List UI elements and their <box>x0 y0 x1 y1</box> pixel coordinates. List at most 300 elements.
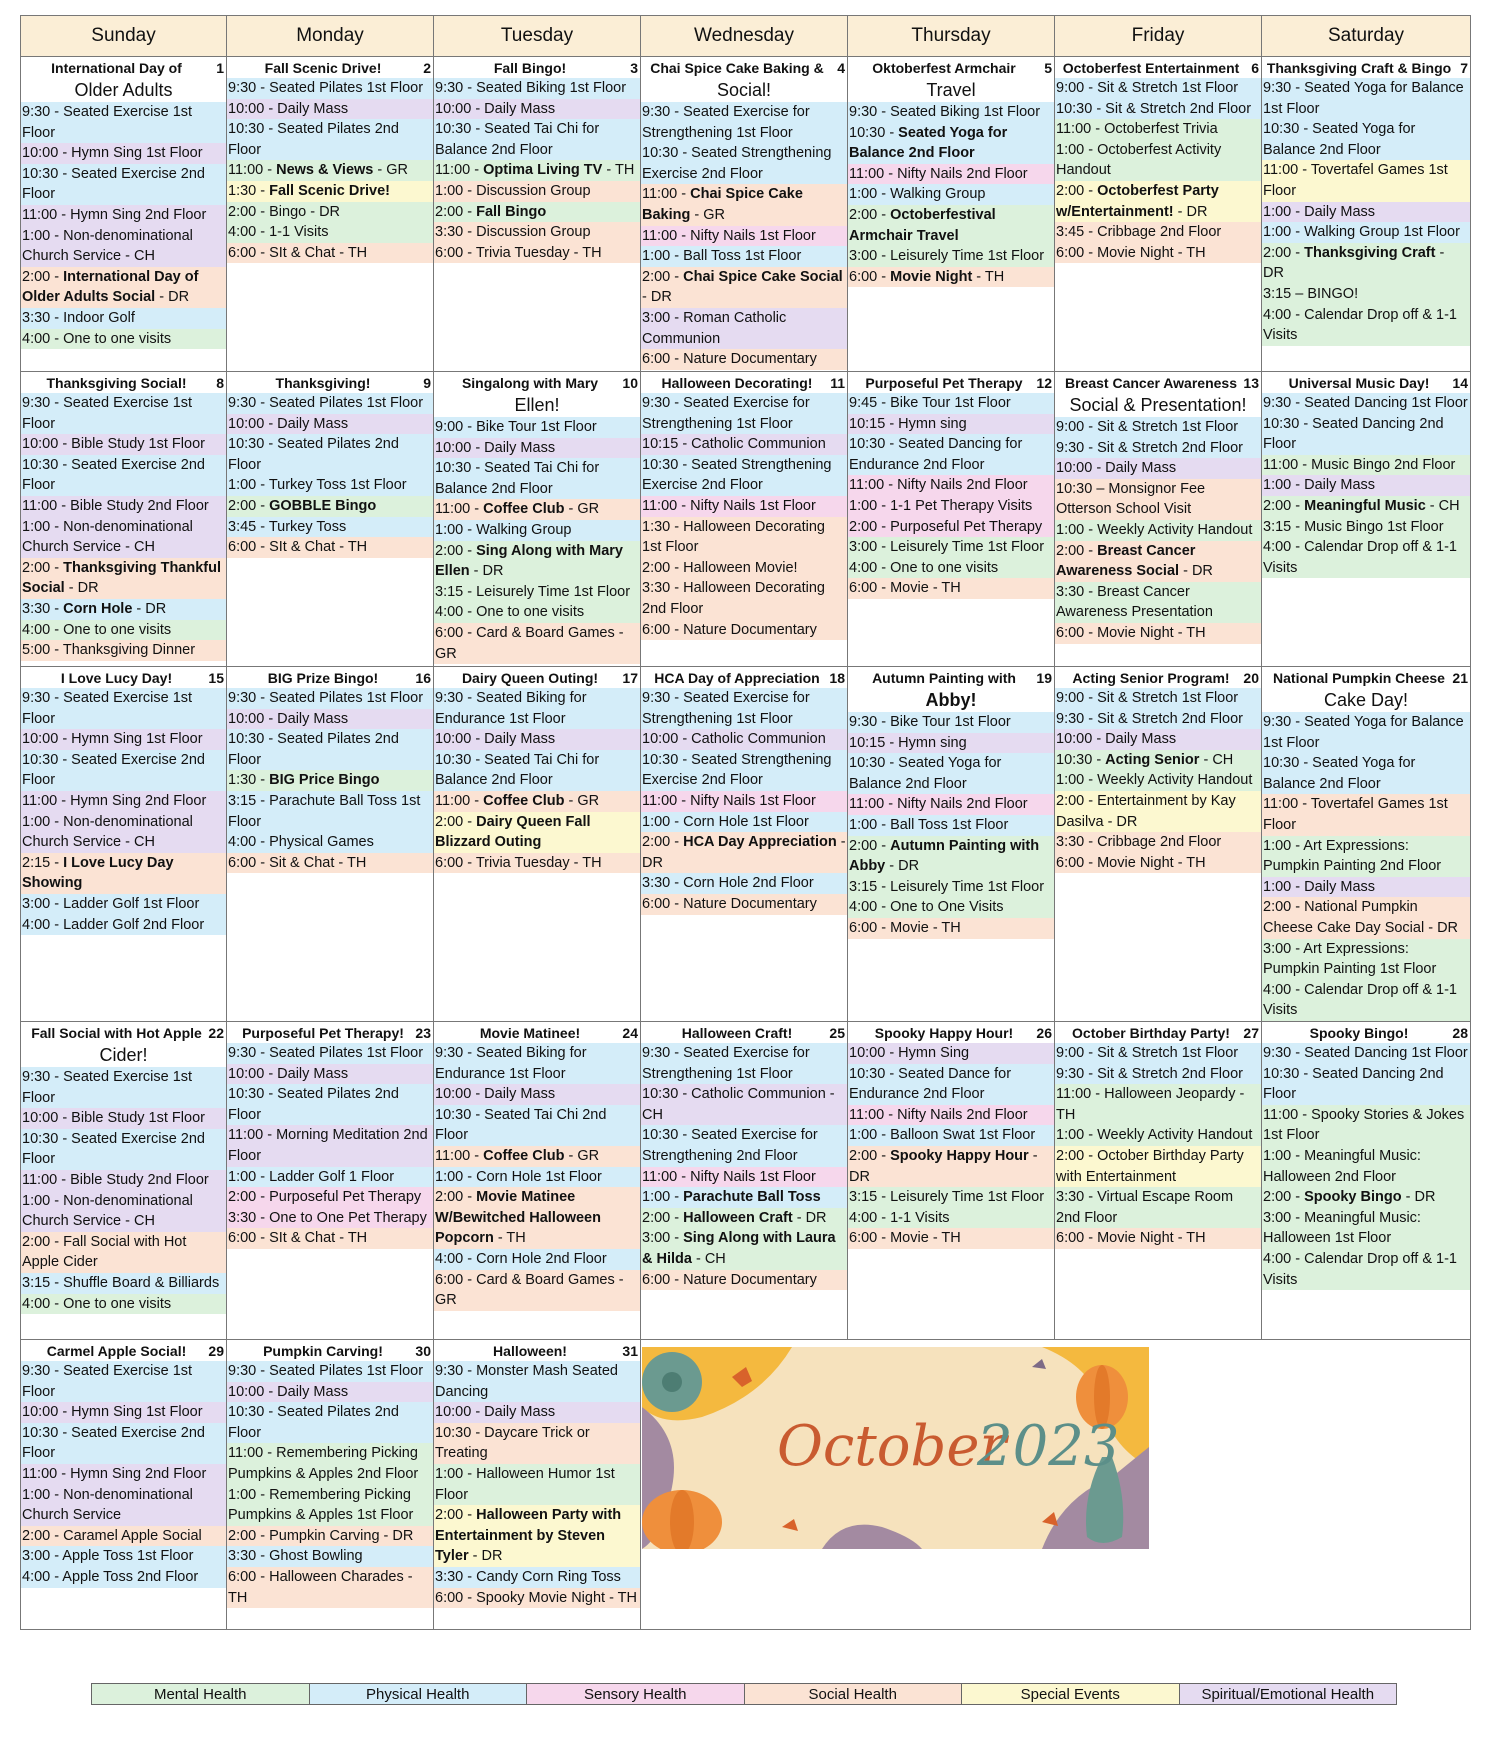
day-title <box>1262 57 1470 78</box>
activity-item: 3:45 - Turkey Toss <box>227 517 433 538</box>
activity-item <box>848 123 1054 164</box>
activity-location: - DR <box>1263 244 1445 282</box>
activity-highlight: Parachute Ball Toss <box>683 1189 821 1206</box>
day-cell <box>1262 667 1471 1022</box>
activity-item <box>641 184 847 225</box>
weekday-saturday: Saturday <box>1262 16 1471 57</box>
day-cell <box>434 1340 641 1630</box>
week-row <box>21 57 1471 372</box>
day-title <box>1055 372 1261 393</box>
day-title-text: Purposeful Pet Therapy <box>865 375 1023 391</box>
day-number: 6 <box>1251 60 1259 76</box>
activity-item <box>434 1187 640 1249</box>
activity-highlight: Optima Living TV <box>483 162 603 179</box>
activity-item: 10:00 - Bible Study 1st Floor <box>21 434 226 455</box>
activity-item: 1:00 - 1-1 Pet Therapy Visits <box>848 496 1054 517</box>
activity-item: 11:00 - Hymn Sing 2nd Floor <box>21 791 226 812</box>
activity-item: 6:00 - Nature Documentary <box>641 894 847 915</box>
weekday-friday: Friday <box>1055 16 1262 57</box>
activity-time: 2:00 - <box>435 1507 477 1524</box>
day-number: 4 <box>837 60 845 76</box>
activity-item: 10:30 - Seated Exercise 2nd Floor <box>21 164 226 205</box>
activity-item: 4:00 - 1-1 Visits <box>848 1208 1054 1229</box>
day-title-text: International Day of <box>51 60 182 76</box>
activity-highlight: Halloween Party with Entertainment by Steven Tyler <box>435 1507 622 1565</box>
activity-item: 9:30 - Seated Biking for Endurance 1st Floor <box>434 1043 640 1084</box>
activity-time: 2:00 - <box>642 834 684 851</box>
day-cell <box>434 1022 641 1340</box>
day-title <box>1055 1022 1261 1043</box>
activity-item: 6:00 - Movie - TH <box>848 578 1054 599</box>
activity-item: 10:00 - Hymn Sing 1st Floor <box>21 1402 226 1423</box>
activity-time: 1:30 - <box>228 772 270 789</box>
activity-item: 10:00 - Catholic Communion <box>641 729 847 750</box>
activity-time: 2:00 - <box>1263 1189 1305 1206</box>
day-title-text: Universal Music Day! <box>1288 375 1430 391</box>
activity-item: 3:00 - Ladder Golf 1st Floor <box>21 894 226 915</box>
activity-location: - TH <box>602 162 635 179</box>
activity-item <box>21 558 226 599</box>
activity-highlight: Octoberfestival Armchair Travel <box>849 206 996 244</box>
activity-item: 11:00 - Nifty Nails 1st Floor <box>641 226 847 247</box>
day-number: 26 <box>1036 1025 1052 1041</box>
activity-highlight: Halloween Craft <box>683 1209 793 1226</box>
activity-time: 1:30 - <box>228 182 270 199</box>
category-legend <box>91 1683 1397 1705</box>
activity-item: 11:00 - Music Bingo 2nd Floor <box>1262 455 1470 476</box>
day-cell <box>1262 1022 1471 1340</box>
activity-item: 3:00 - Art Expressions: Pumpkin Painting 1st Floor <box>1262 939 1470 980</box>
activity-item: 3:30 - Cribbage 2nd Floor <box>1055 832 1261 853</box>
activity-item: 3:15 - Shuffle Board & Billiards <box>21 1273 226 1294</box>
activity-item: 10:00 - Daily Mass <box>1055 729 1261 750</box>
activity-highlight: Chai Spice Cake Social <box>683 268 843 285</box>
week-row <box>21 1022 1471 1340</box>
activity-item: 9:30 - Seated Exercise for Strengthening 1st Floor <box>641 102 847 143</box>
activity-item: 2:00 - Caramel Apple Social <box>21 1526 226 1547</box>
activity-item: 6:00 - Movie Night - TH <box>1055 853 1261 874</box>
day-number: 16 <box>415 670 431 686</box>
activity-item <box>641 1228 847 1269</box>
activity-item: 2:00 - Bingo - DR <box>227 202 433 223</box>
activity-item: 10:00 - Daily Mass <box>434 1084 640 1105</box>
activity-item: 4:00 - Apple Toss 2nd Floor <box>21 1567 226 1588</box>
activity-time: 11:00 - <box>642 186 691 203</box>
day-title-continued: Travel <box>926 80 976 100</box>
day-title <box>227 1340 433 1361</box>
day-title-text: Halloween Decorating! <box>661 375 813 391</box>
activity-item: 6:00 - Spooky Movie Night - TH <box>434 1588 640 1609</box>
activity-item <box>641 1187 847 1208</box>
activity-item: 5:00 - Thanksgiving Dinner <box>21 640 226 661</box>
activity-highlight: Chai Spice Cake Baking <box>642 186 803 223</box>
activity-item <box>1055 750 1261 771</box>
activity-location: - GR <box>564 792 600 809</box>
activity-item: 3:15 - Leisurely Time 1st Floor <box>434 582 640 603</box>
activity-item <box>434 791 640 812</box>
activity-location: - DR <box>849 1147 1038 1185</box>
activity-location: - DR <box>1173 203 1208 220</box>
activity-item: 10:30 - Seated Tai Chi 2nd Floor <box>434 1105 640 1146</box>
day-cell <box>1055 372 1262 667</box>
activity-item: 3:00 - Meaningful Music: Halloween 1st Floor <box>1262 1208 1470 1249</box>
activity-item: 10:30 - Seated Pilates 2nd Floor <box>227 1084 433 1125</box>
activity-item <box>434 541 640 582</box>
activity-item: 10:30 - Sit & Stretch 2nd Floor <box>1055 99 1261 120</box>
activity-item <box>434 1505 640 1567</box>
day-number: 2 <box>423 60 431 76</box>
day-cell <box>21 1022 227 1340</box>
banner-year: 2023 <box>977 1414 1120 1479</box>
day-title-text: Fall Social with Hot Apple <box>31 1025 202 1041</box>
activity-item: 9:30 - Seated Exercise for Strengthening 1st Floor <box>641 393 847 434</box>
day-cell <box>1262 372 1471 667</box>
activity-item: 4:00 - One to one visits <box>434 602 640 623</box>
day-cell <box>641 667 848 1022</box>
activity-item: 10:30 - Seated Exercise 2nd Floor <box>21 1423 226 1464</box>
activity-item <box>848 205 1054 246</box>
activity-time: 2:00 - <box>435 542 477 559</box>
activity-time: 11:00 - <box>228 162 277 179</box>
activity-highlight: Coffee Club <box>483 792 565 809</box>
weekday-monday: Monday <box>227 16 434 57</box>
day-title-text: Singalong with Mary <box>461 375 599 391</box>
activity-item: 11:00 - Octoberfest Trivia <box>1055 119 1261 140</box>
day-number: 28 <box>1452 1025 1468 1041</box>
day-cell <box>1055 1022 1262 1340</box>
day-title-text: National Pumpkin Cheese <box>1273 670 1445 686</box>
activity-item: 6:00 - Nature Documentary <box>641 349 847 370</box>
activity-item: 3:30 - Candy Corn Ring Toss <box>434 1567 640 1588</box>
day-title-text: Carmel Apple Social! <box>46 1343 187 1359</box>
day-title <box>848 372 1054 393</box>
activity-item: 11:00 - Spooky Stories & Jokes 1st Floor <box>1262 1105 1470 1146</box>
activity-item: 1:00 - Art Expressions: Pumpkin Painting 2nd Floor <box>1262 836 1470 877</box>
day-cell <box>21 57 227 372</box>
activity-item <box>848 836 1054 877</box>
day-number: 5 <box>1044 60 1052 76</box>
activity-highlight: Movie Matinee W/Bewitched Halloween Popcorn <box>435 1189 601 1247</box>
day-cell <box>227 1022 434 1340</box>
activity-item: 10:30 - Seated Exercise 2nd Floor <box>21 455 226 496</box>
activity-item: 4:00 - Calendar Drop off & 1-1 Visits <box>1262 980 1470 1021</box>
activity-item: 10:30 - Seated Pilates 2nd Floor <box>227 1402 433 1443</box>
activity-item: 10:30 – Monsignor Fee Otterson School Visit <box>1055 479 1261 520</box>
activity-item: 11:00 - Hymn Sing 2nd Floor <box>21 205 226 226</box>
day-number: 30 <box>415 1343 431 1359</box>
activity-item: 9:30 - Seated Pilates 1st Floor <box>227 1361 433 1382</box>
activity-time: 10:30 - <box>1056 751 1106 768</box>
activity-highlight: Coffee Club <box>483 501 565 518</box>
activity-item: 1:00 - Meaningful Music: Halloween 2nd Floor <box>1262 1146 1470 1187</box>
activity-item: 6:00 - Movie - TH <box>848 918 1054 939</box>
activity-item: 3:00 - Leisurely Time 1st Floor <box>848 537 1054 558</box>
activity-item: 3:30 - Indoor Golf <box>21 308 226 329</box>
day-title <box>227 1022 433 1043</box>
activity-item: 1:00 - Ladder Golf 1 Floor <box>227 1167 433 1188</box>
activity-item: 9:30 - Bike Tour 1st Floor <box>848 712 1054 733</box>
october-banner <box>642 1347 1149 1549</box>
day-title <box>848 667 1054 688</box>
activity-location: - DR <box>642 289 672 306</box>
day-number: 9 <box>423 375 431 391</box>
activity-item: 6:00 - Movie Night - TH <box>1055 623 1261 644</box>
activity-highlight: Octoberfest Party w/Entertainment! <box>1056 182 1219 220</box>
activity-time: 2:00 - <box>1263 497 1305 514</box>
legend-item: Social Health <box>744 1684 962 1705</box>
activity-item: 1:00 - Corn Hole 1st Floor <box>641 812 847 833</box>
activity-item: 3:45 - Cribbage 2nd Floor <box>1055 222 1261 243</box>
activity-highlight: Meaningful Music <box>1304 497 1426 514</box>
activity-highlight: Autumn Painting with Abby <box>849 837 1040 875</box>
activity-time: 1:00 - <box>642 1189 684 1206</box>
activity-item: 1:00 - Walking Group 1st Floor <box>1262 222 1470 243</box>
day-title <box>848 57 1054 78</box>
activity-time: 2:00 - <box>849 1147 891 1164</box>
activity-location: - GR <box>373 162 409 179</box>
activity-item: 9:30 - Seated Biking 1st Floor <box>434 78 640 99</box>
day-number: 13 <box>1243 375 1259 391</box>
activity-item <box>21 267 226 308</box>
activity-highlight: Corn Hole <box>63 600 133 617</box>
activity-item: 1:00 - Walking Group <box>434 520 640 541</box>
activity-time: 2:00 - <box>435 203 477 220</box>
day-title <box>434 57 640 78</box>
activity-item: 1:00 - Halloween Humor 1st Floor <box>434 1464 640 1505</box>
activity-item: 10:00 - Hymn Sing 1st Floor <box>21 729 226 750</box>
activity-item: 10:30 - Seated Exercise 2nd Floor <box>21 750 226 791</box>
activity-item: 4:00 - 1-1 Visits <box>227 222 433 243</box>
activity-item <box>1262 1187 1470 1208</box>
activity-item: 10:00 - Daily Mass <box>434 1402 640 1423</box>
activity-item: 1:00 - Octoberfest Activity Handout <box>1055 140 1261 181</box>
activity-item: 3:30 - Corn Hole 2nd Floor <box>641 873 847 894</box>
day-title <box>227 372 433 393</box>
day-cell <box>227 1340 434 1630</box>
activity-item: 2:00 - Pumpkin Carving - DR <box>227 1526 433 1547</box>
day-cell <box>1055 57 1262 372</box>
activity-item <box>21 853 226 894</box>
activity-time: 2:00 - <box>1263 244 1305 261</box>
day-number: 23 <box>415 1025 431 1041</box>
day-title <box>434 667 640 688</box>
day-title-text: HCA Day of Appreciation <box>654 670 820 686</box>
activity-item <box>227 181 433 202</box>
activity-highlight: GOBBLE Bingo <box>269 497 377 514</box>
activity-item <box>641 267 847 308</box>
activity-location: - DR <box>792 1209 827 1226</box>
activity-item: 9:30 - Seated Yoga for Balance 1st Floor <box>1262 712 1470 753</box>
activity-item: 10:30 - Seated Strengthening Exercise 2nd Floor <box>641 750 847 791</box>
day-cell <box>641 57 848 372</box>
activity-item: 10:00 - Daily Mass <box>227 99 433 120</box>
activity-item: 10:00 - Daily Mass <box>227 414 433 435</box>
activity-item: 10:00 - Hymn Sing <box>848 1043 1054 1064</box>
activity-item: 10:30 - Seated Pilates 2nd Floor <box>227 119 433 160</box>
activity-location: - CH <box>1425 497 1460 514</box>
day-number: 14 <box>1452 375 1468 391</box>
activity-item: 10:00 - Daily Mass <box>227 1382 433 1403</box>
activity-item: 10:30 - Seated Yoga for Balance 2nd Floor <box>1262 753 1470 794</box>
activity-item <box>434 812 640 853</box>
activity-item: 10:30 - Seated Dancing 2nd Floor <box>1262 414 1470 455</box>
day-title-text: Autumn Painting with <box>872 670 1016 686</box>
activity-item: 9:30 - Seated Exercise 1st Floor <box>21 393 226 434</box>
day-cell <box>227 667 434 1022</box>
day-title-text: Movie Matinee! <box>479 1025 581 1041</box>
activity-item: 2:00 - Purposeful Pet Therapy <box>227 1187 433 1208</box>
activity-highlight: Thanksgiving Craft <box>1304 244 1436 261</box>
day-title <box>21 1022 226 1043</box>
activity-highlight: Dairy Queen Fall Blizzard Outing <box>435 813 591 851</box>
activity-item: 11:00 - Nifty Nails 1st Floor <box>641 791 847 812</box>
activity-item: 3:15 – BINGO! <box>1262 284 1470 305</box>
day-title <box>21 57 226 78</box>
activity-time: 11:00 - <box>435 501 484 518</box>
activity-highlight: Breast Cancer Awareness Social <box>1056 542 1196 580</box>
day-cell <box>848 372 1055 667</box>
day-title-text: Thanksgiving Craft & Bingo <box>1266 60 1452 76</box>
activity-item: 1:00 - Walking Group <box>848 184 1054 205</box>
activity-item: 10:00 - Bible Study 1st Floor <box>21 1108 226 1129</box>
day-cell <box>227 372 434 667</box>
day-cell <box>641 372 848 667</box>
activity-item: 9:30 - Seated Exercise 1st Floor <box>21 1067 226 1108</box>
day-title-text: Thanksgiving Social! <box>46 375 187 391</box>
day-title-text: Acting Senior Program! <box>1072 670 1230 686</box>
day-number: 8 <box>216 375 224 391</box>
activity-item: 1:00 - Turkey Toss 1st Floor <box>227 475 433 496</box>
activity-item: 11:00 - Nifty Nails 2nd Floor <box>848 475 1054 496</box>
day-title <box>21 1340 226 1361</box>
activity-item: 3:15 - Leisurely Time 1st Floor <box>848 1187 1054 1208</box>
legend-item: Mental Health <box>92 1684 310 1705</box>
activity-highlight: Spooky Bingo <box>1304 1189 1402 1206</box>
activity-item: 9:00 - Sit & Stretch 1st Floor <box>1055 417 1261 438</box>
activity-item: 11:00 - Bible Study 2nd Floor <box>21 1170 226 1191</box>
activity-item: 2:00 - Halloween Movie! <box>641 558 847 579</box>
activity-item: 10:30 - Seated Dancing for Endurance 2nd Floor <box>848 434 1054 475</box>
activity-item: 10:30 - Seated Dancing 2nd Floor <box>1262 1064 1470 1105</box>
day-title-text: Breast Cancer Awareness <box>1065 375 1237 391</box>
activity-item: 10:30 - Seated Exercise 2nd Floor <box>21 1129 226 1170</box>
activity-item: 1:00 - Weekly Activity Handout <box>1055 1125 1261 1146</box>
activity-item: 6:00 - Halloween Charades - TH <box>227 1567 433 1608</box>
activity-item: 6:00 - SIt & Chat - TH <box>227 1228 433 1249</box>
day-title-text: Octoberfest Entertainment <box>1062 60 1240 76</box>
day-cell <box>227 57 434 372</box>
day-title <box>1055 667 1261 688</box>
activity-time: 2:00 - <box>642 1209 684 1226</box>
day-number: 18 <box>829 670 845 686</box>
activity-highlight: Thanksgiving Thankful Social <box>22 559 222 597</box>
activity-item: 10:30 - Catholic Communion - CH <box>641 1084 847 1125</box>
activity-item: 4:00 - Calendar Drop off & 1-1 Visits <box>1262 1249 1470 1290</box>
activity-item: 6:00 - Trivia Tuesday - TH <box>434 243 640 264</box>
day-title <box>1262 1022 1470 1043</box>
activity-item: 10:30 - Seated Yoga for Balance 2nd Floor <box>1262 119 1470 160</box>
activity-location: - GR <box>564 501 600 518</box>
activity-item: 3:30 - Halloween Decorating 2nd Floor <box>641 578 847 619</box>
activity-item: 6:00 - Card & Board Games - GR <box>434 623 640 664</box>
activity-item: 10:00 - Daily Mass <box>227 1064 433 1085</box>
activity-item: 10:30 - Seated Tai Chi for Balance 2nd Floor <box>434 750 640 791</box>
activity-item: 10:30 - Seated Pilates 2nd Floor <box>227 729 433 770</box>
activity-location: - CH <box>1199 751 1234 768</box>
activity-item: 9:30 - Seated Biking for Endurance 1st Floor <box>434 688 640 729</box>
day-title <box>641 57 847 78</box>
day-number: 7 <box>1460 60 1468 76</box>
activity-item: 9:00 - Bike Tour 1st Floor <box>434 417 640 438</box>
day-title-text: Spooky Happy Hour! <box>874 1025 1014 1041</box>
day-number: 17 <box>622 670 638 686</box>
activity-item <box>434 499 640 520</box>
activity-highlight: Seated Yoga for Balance 2nd Floor <box>849 124 1008 162</box>
activity-item: 6:00 - SIt & Chat - TH <box>227 537 433 558</box>
activity-item: 11:00 - Nifty Nails 1st Floor <box>641 1167 847 1188</box>
activity-location: - DR <box>642 834 846 871</box>
activity-item <box>21 599 226 620</box>
activity-item: 2:00 - Fall Social with Hot Apple Cider <box>21 1232 226 1273</box>
activity-item <box>227 160 433 181</box>
activity-item: 3:15 - Parachute Ball Toss 1st Floor <box>227 791 433 832</box>
activity-highlight: Spooky Happy Hour <box>890 1147 1029 1164</box>
activity-time: 2:00 - <box>1056 182 1098 199</box>
day-cell <box>21 372 227 667</box>
day-title <box>641 372 847 393</box>
activity-item: 11:00 - Hymn Sing 2nd Floor <box>21 1464 226 1485</box>
day-number: 27 <box>1243 1025 1259 1041</box>
day-title-continued: Ellen! <box>514 395 560 415</box>
activity-item: 11:00 - Nifty Nails 2nd Floor <box>848 794 1054 815</box>
activity-item <box>434 160 640 181</box>
day-title-continued: Abby! <box>925 690 977 710</box>
activity-item: 9:30 - Seated Pilates 1st Floor <box>227 78 433 99</box>
activity-time: 11:00 - <box>435 1147 484 1164</box>
day-title <box>434 372 640 393</box>
activity-item: 1:00 - Daily Mass <box>1262 475 1470 496</box>
day-cell <box>1055 667 1262 1022</box>
day-title <box>641 1022 847 1043</box>
activity-item: 10:30 - Daycare Trick or Treating <box>434 1423 640 1464</box>
activity-item: 9:30 - Seated Exercise 1st Floor <box>21 1361 226 1402</box>
activity-time: 10:30 - <box>849 124 899 141</box>
day-title <box>1262 372 1470 393</box>
legend-item: Physical Health <box>309 1684 527 1705</box>
activity-item: 1:00 - Balloon Swat 1st Floor <box>848 1125 1054 1146</box>
activity-item <box>641 1208 847 1229</box>
activity-item: 3:30 - Discussion Group <box>434 222 640 243</box>
activity-item: 4:00 - Ladder Golf 2nd Floor <box>21 915 226 936</box>
day-number: 20 <box>1243 670 1259 686</box>
day-title-text: Thanksgiving! <box>275 375 371 391</box>
day-title-text: Fall Scenic Drive! <box>264 60 382 76</box>
day-cell <box>848 667 1055 1022</box>
activity-item: 4:00 - One to one visits <box>21 329 226 350</box>
weekday-header-row <box>21 16 1471 57</box>
activity-item: 10:00 - Daily Mass <box>227 709 433 730</box>
day-cell <box>848 1022 1055 1340</box>
day-cell <box>641 1022 848 1340</box>
activity-item <box>227 496 433 517</box>
activity-item: 1:00 - Non-denominational Church Service - CH <box>21 812 226 853</box>
activity-item: 10:30 - Seated Yoga for Balance 2nd Floor <box>848 753 1054 794</box>
activity-item: 6:00 - Nature Documentary <box>641 1270 847 1291</box>
activity-item <box>1262 496 1470 517</box>
day-title-text: Halloween! <box>493 1343 567 1359</box>
activity-location: - DR <box>132 600 167 617</box>
activity-item: 9:30 - Monster Mash Seated Dancing <box>434 1361 640 1402</box>
